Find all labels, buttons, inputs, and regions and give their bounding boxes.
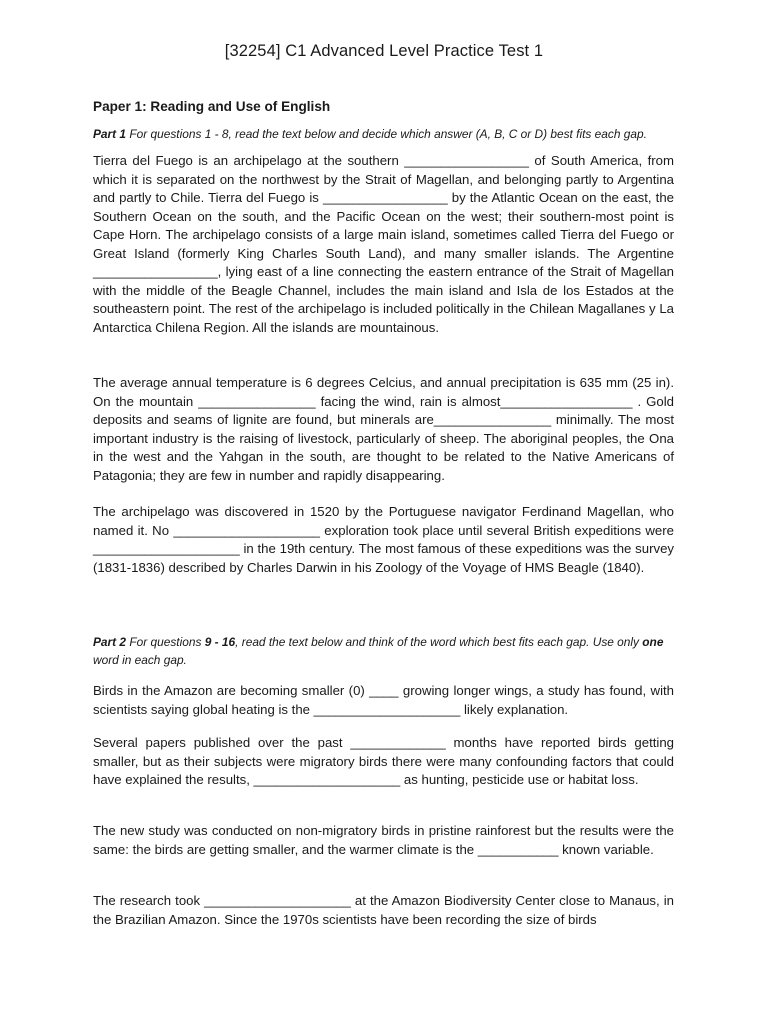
part1-label: Part 1 xyxy=(93,127,127,141)
part1-paragraph-2: The average annual temperature is 6 degrees Celcius, and annual precipitation is 635 mm (25 in). On the mountain ________________ facing the wind, rain is almost__________________ . Gold deposits and seams of lignite are found, but minerals are________________ minimally. The most important industry is the raising of livestock, particularly of sheep. The aboriginal peoples, the Ona in the west and the Yahgan in the south, are thought to be related to the Native Americans of Patagonia; they are few in number and rapidly disappearing. xyxy=(93,375,674,483)
part1-instruction-text: For questions 1 - 8, read the text below and decide which answer (A, B, C or D) best fits each gap. xyxy=(129,127,647,141)
part2-question-range: 9 - 16 xyxy=(204,635,236,649)
part2-instruction-post: word in each gap. xyxy=(93,653,187,667)
part1-instruction xyxy=(93,125,674,143)
part2-instruction-pre: For questions xyxy=(129,635,205,649)
part2-label: Part 2 xyxy=(93,635,127,649)
part2-paragraph-1: Birds in the Amazon are becoming smaller (0) ____ growing longer wings, a study has found, with scientists saying global heating is the ____________________ likely explanation. xyxy=(93,683,674,717)
part2-instruction xyxy=(93,633,674,669)
part1-paragraph-1: Tierra del Fuego is an archipelago at the southern _________________ of South America, from which it is separated on the northwest by the Strait of Magellan, and belonging partly to Argentina and partly to Chile. Tierra del Fuego is _________________ by the Atlantic Ocean on the east, the Southern Ocean on the south, and the Pacific Ocean on the west; their southern-most point is Cape Horn. The archipelago consists of a large main island, sometimes called Tierra del Fuego or Great Island (formerly King Charles South Land), and many smaller islands. The Argentine _________________, lying east of a line connecting the eastern entrance of the Strait of Magellan with the middle of the Beagle Channel, includes the main island and Isla de los Estados at the southeastern point. The rest of the archipelago is included politically in the Chilean Magallanes y La Antarctica Chilena Region. All the islands are mountainous. xyxy=(93,153,674,335)
part2-paragraph-3: The new study was conducted on non-migratory birds in pristine rainforest but the results were the same: the birds are getting smaller, and the warmer climate is the ___________ known variable. xyxy=(93,823,674,857)
part1-paragraph-3: The archipelago was discovered in 1520 by the Portuguese navigator Ferdinand Magellan, who named it. No ____________________ exploration took place until several British expeditions were ____________________ in the 19th century. The most famous of these expeditions was the survey (1831-1836) described by Charles Darwin in his Zoology of the Voyage of HMS Beagle (1840). xyxy=(93,504,674,575)
part2-instruction-mid: , read the text below and think of the word which best fits each gap. Use only xyxy=(235,635,643,649)
paper-heading: Paper 1: Reading and Use of English xyxy=(93,99,331,114)
part2-one-emphasis: one xyxy=(642,635,664,649)
page-title: [32254] C1 Advanced Level Practice Test 1 xyxy=(224,42,544,60)
part2-paragraph-4: The research took ____________________ at the Amazon Biodiversity Center close to Manaus, in the Brazilian Amazon. Since the 1970s scientists have been recording the size of birds xyxy=(93,893,674,927)
part2-paragraph-2: Several papers published over the past _____________ months have reported birds getting smaller, but as their subjects were migratory birds there were many confounding factors that could have explained the results, ____________________ as hunting, pesticide use or habitat loss. xyxy=(93,735,674,787)
